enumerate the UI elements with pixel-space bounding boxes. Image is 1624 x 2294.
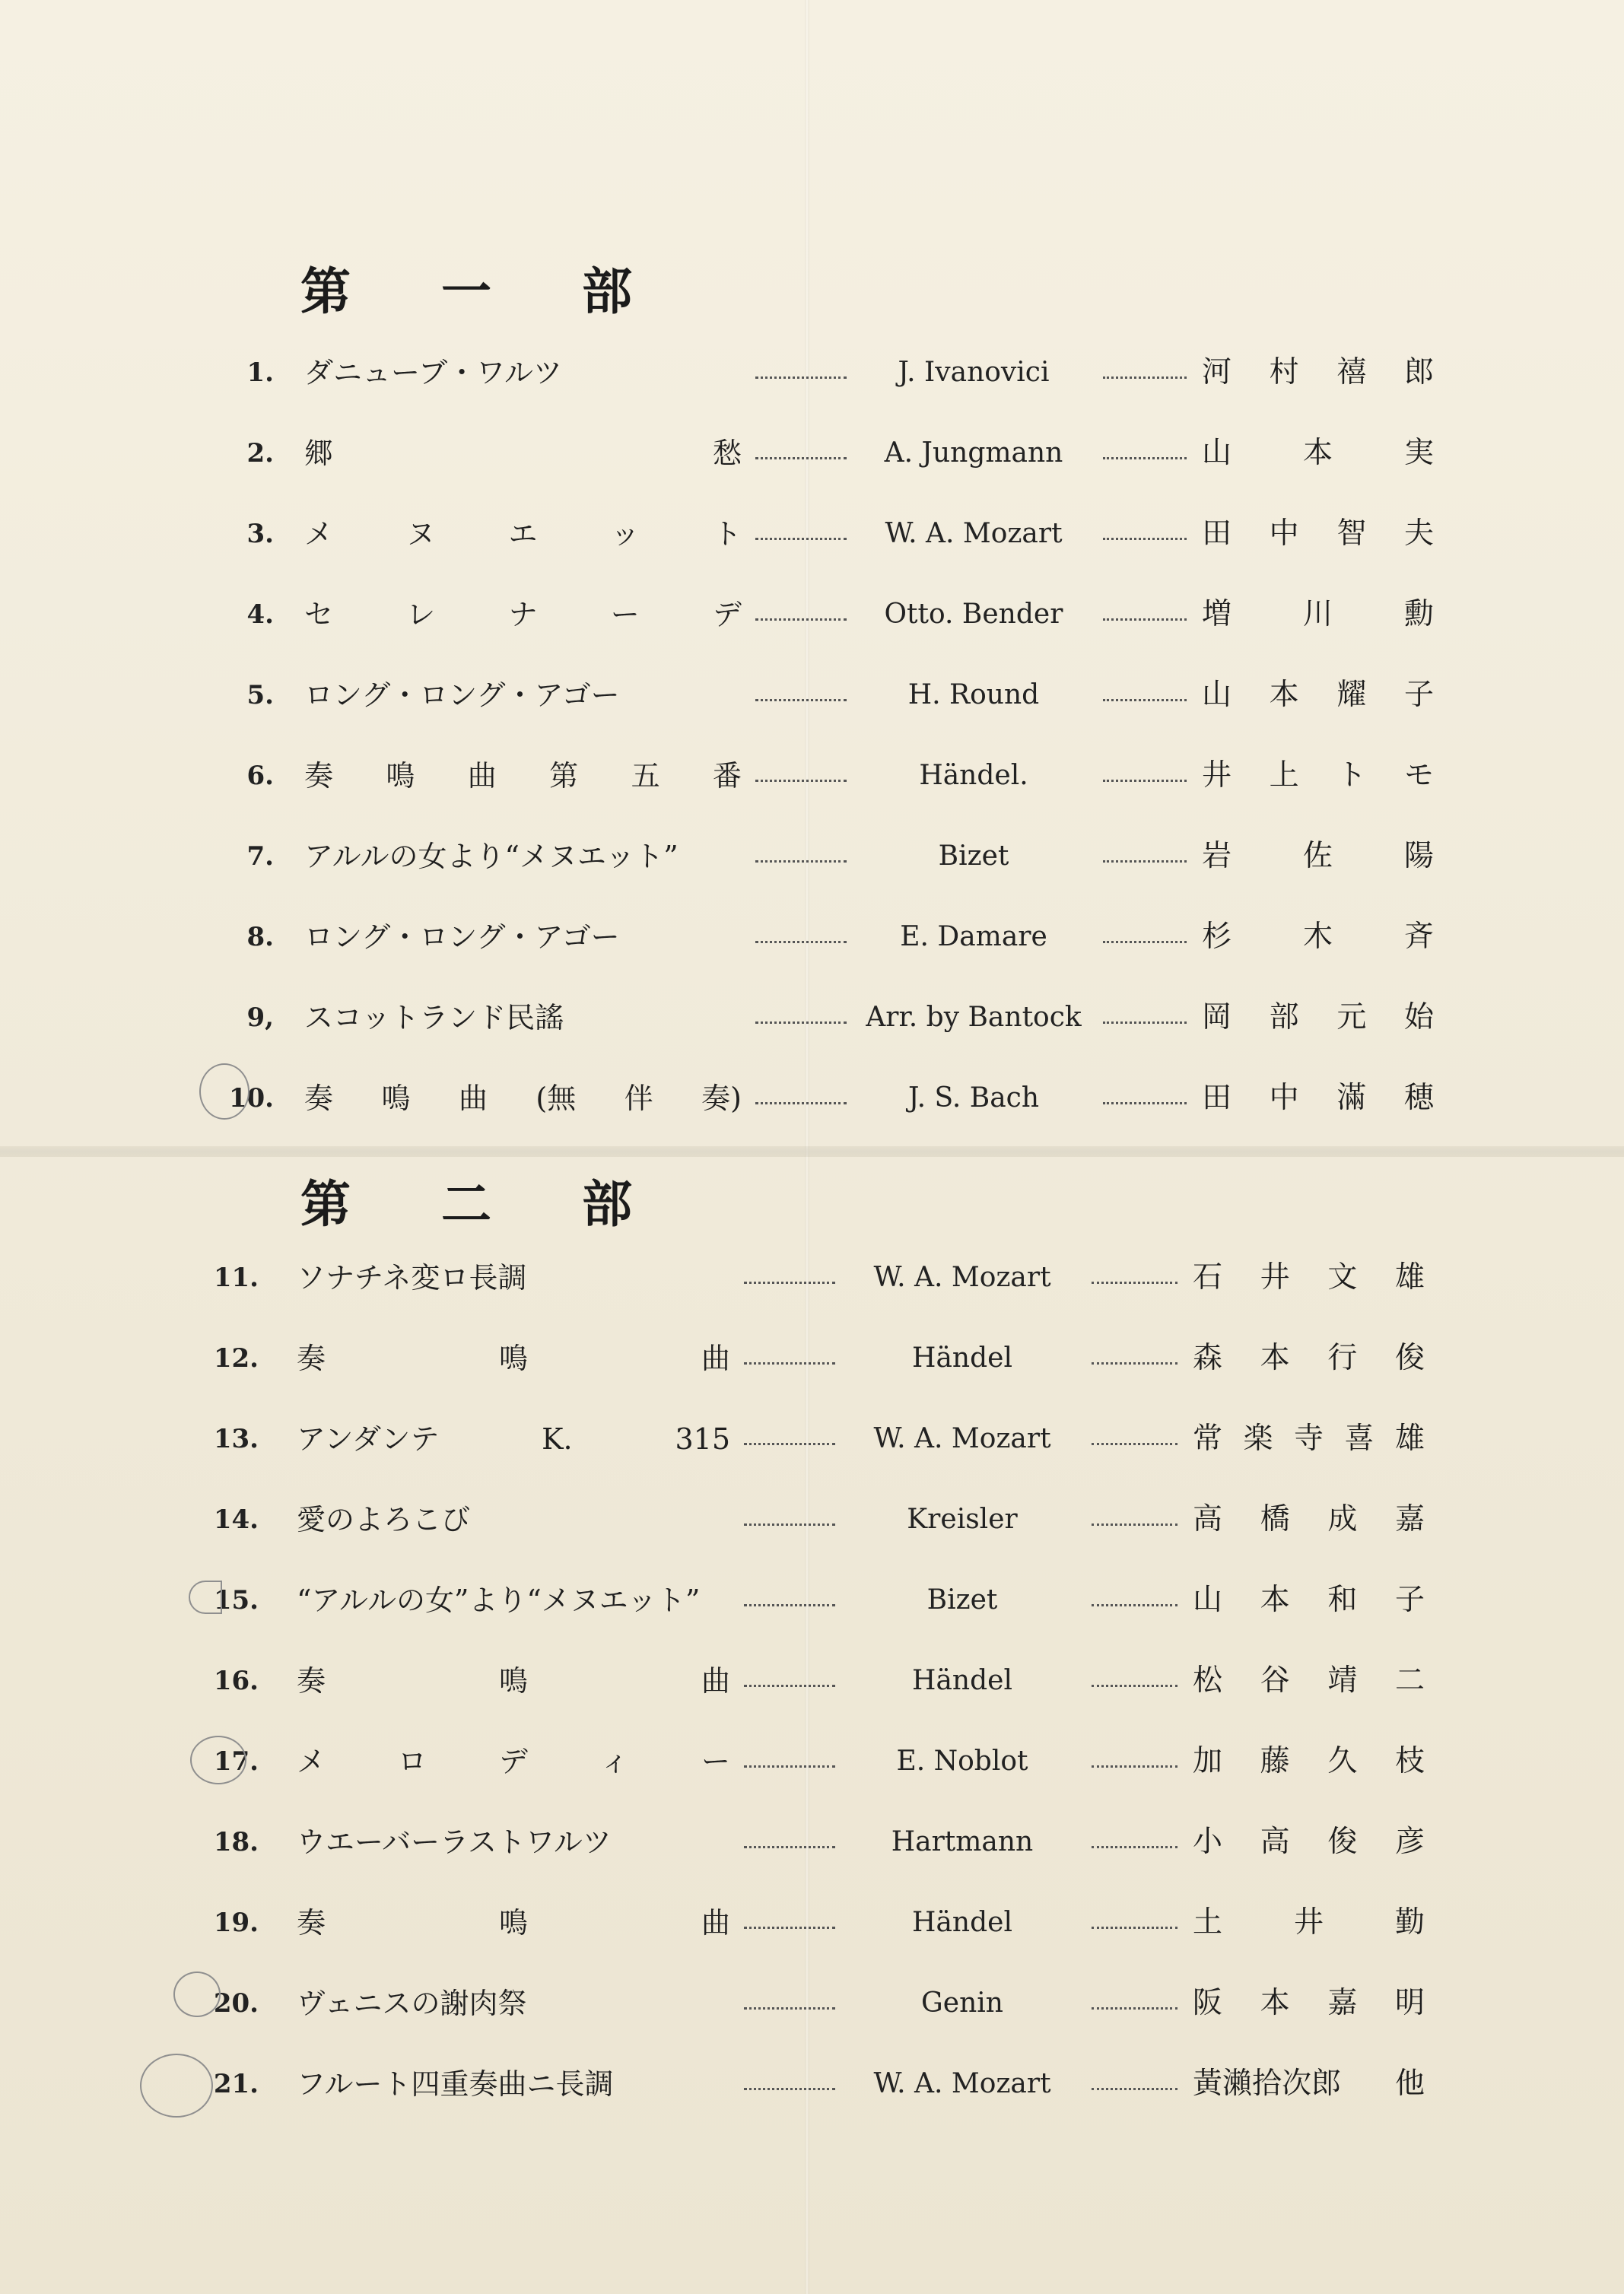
performer-name: 松 谷 靖 二 [1193, 1663, 1425, 1698]
performer-name: 田 中 滿 穂 [1202, 1081, 1434, 1115]
piece-title: 奏 鳴 曲 第 五 番 [304, 759, 742, 793]
program-row [0, 1409, 1624, 1469]
piece-title: ウエーバーラストワルツ [297, 1825, 612, 1859]
dot-leader [1092, 2007, 1177, 2011]
dot-leader [1092, 1765, 1177, 1769]
dot-leader [744, 1524, 835, 1527]
composer-name: Händel [912, 1342, 1012, 1374]
item-number: 14. [213, 1504, 259, 1535]
dot-leader [744, 1362, 835, 1366]
item-number: 17. [213, 1746, 259, 1777]
item-number: 19. [213, 1908, 259, 1938]
part-one-heading: 第 一 部 [300, 262, 669, 321]
composer-name: Händel [912, 1907, 1012, 1938]
dot-leader [755, 457, 847, 461]
dot-leader [744, 2007, 835, 2011]
dot-leader [1103, 780, 1187, 783]
program-row [0, 2054, 1624, 2114]
horizontal-fold-crease [0, 1146, 1624, 1157]
item-number: 11. [213, 1263, 259, 1293]
composer-name: E. Noblot [896, 1746, 1028, 1777]
handwritten-circle-mark [189, 1581, 222, 1614]
program-row [0, 1570, 1624, 1631]
performer-name: 井 上 ト モ [1202, 758, 1434, 793]
dot-leader [744, 1282, 835, 1285]
composer-name: Händel. [919, 760, 1028, 791]
handwritten-circle-mark [173, 1972, 221, 2017]
piece-title: スコットランド民謠 [304, 1001, 564, 1034]
item-number: 15. [213, 1585, 259, 1616]
handwritten-circle-mark [140, 2054, 213, 2118]
composer-name: W. A. Mozart [873, 2068, 1051, 2099]
dot-leader [744, 1846, 835, 1850]
dot-leader [755, 780, 847, 783]
piece-title: ダニューブ・ワルツ [304, 356, 562, 389]
dot-leader [755, 860, 847, 864]
item-number: 21. [213, 2069, 259, 2099]
composer-name: W. A. Mozart [885, 518, 1063, 549]
dot-leader [1092, 1846, 1177, 1850]
dot-leader [744, 1685, 835, 1689]
item-number: 18. [213, 1827, 259, 1857]
performer-name: 河 村 禧 郎 [1202, 355, 1434, 389]
composer-name: H. Round [907, 679, 1040, 710]
composer-name: W. A. Mozart [873, 1423, 1051, 1454]
performer-name: 高 橋 成 嘉 [1193, 1502, 1425, 1536]
dot-leader [1092, 1362, 1177, 1366]
piece-title: フルート四重奏曲ニ長調 [297, 2067, 614, 2101]
dot-leader [744, 1765, 835, 1769]
dot-leader [1092, 1282, 1177, 1285]
item-number: 2. [246, 438, 274, 469]
dot-leader [755, 618, 847, 622]
dot-leader [744, 1927, 835, 1930]
performer-name: 山 本 実 [1202, 436, 1434, 470]
composer-name: Kreisler [907, 1504, 1018, 1535]
dot-leader [1092, 1927, 1177, 1930]
piece-title: メ ヌ エ ッ ト [304, 517, 742, 551]
item-number: 5. [246, 680, 274, 710]
part-two-heading: 第 二 部 [300, 1174, 669, 1234]
dot-leader [1103, 457, 1187, 461]
program-row [0, 1812, 1624, 1873]
piece-title: ヴェニスの謝肉祭 [297, 1987, 527, 2020]
item-number: 7. [246, 841, 274, 872]
item-number: 13. [213, 1424, 259, 1454]
dot-leader [1103, 538, 1187, 542]
item-number: 10. [228, 1083, 274, 1114]
piece-title: セ レ ナ ー デ [304, 598, 742, 631]
handwritten-circle-mark [190, 1736, 246, 1784]
handwritten-circle-mark [199, 1063, 249, 1120]
dot-leader [755, 1021, 847, 1025]
item-number: 12. [213, 1343, 259, 1374]
program-row [0, 342, 1624, 403]
dot-leader [1103, 860, 1187, 864]
piece-title: アルルの女より“メヌエット” [304, 840, 679, 873]
dot-leader [755, 377, 847, 380]
composer-name: Otto. Bender [884, 599, 1063, 630]
piece-title: ロング・ロング・アゴー [304, 920, 620, 954]
performer-name: 森 本 行 俊 [1193, 1341, 1425, 1375]
performer-name: 杉 木 斉 [1202, 920, 1434, 954]
performer-name: 小 高 俊 彦 [1193, 1825, 1425, 1859]
composer-name: Arr. by Bantock [866, 1002, 1082, 1033]
piece-title: “アルルの女”より“メヌエット” [297, 1584, 701, 1617]
dot-leader [755, 699, 847, 703]
program-row [0, 1247, 1624, 1308]
item-number: 1. [246, 357, 274, 388]
program-row [0, 1651, 1624, 1711]
performer-name: 黃瀨拾次郎 他 [1193, 2067, 1425, 2101]
program-row [0, 504, 1624, 564]
program-row [0, 1489, 1624, 1550]
program-row [0, 987, 1624, 1048]
composer-name: Bizet [926, 1584, 998, 1616]
composer-name: Genin [921, 1987, 1003, 2019]
performer-name: 阪 本 嘉 明 [1193, 1986, 1425, 2020]
piece-title: アンダンテ K. 315 [297, 1422, 730, 1456]
dot-leader [744, 1604, 835, 1608]
dot-leader [1103, 377, 1187, 380]
item-number: 8. [246, 922, 274, 952]
performer-name: 加 藤 久 枝 [1193, 1744, 1425, 1778]
composer-name: J. S. Bach [907, 1082, 1040, 1114]
dot-leader [1092, 1443, 1177, 1447]
piece-title: メ ロ デ ィ ー [297, 1745, 730, 1778]
piece-title: ソナチネ変ロ長調 [297, 1261, 527, 1295]
performer-name: 土 井 勤 [1193, 1905, 1425, 1940]
program-row [0, 1328, 1624, 1389]
piece-title: 奏 鳴 曲 (無 伴 奏) [304, 1082, 742, 1115]
dot-leader [1103, 941, 1187, 945]
dot-leader [755, 1102, 847, 1106]
composer-name: Hartmann [891, 1826, 1034, 1857]
program-row [0, 423, 1624, 484]
performer-name: 岡 部 元 始 [1202, 1000, 1434, 1034]
piece-title: 奏 鳴 曲 [297, 1342, 730, 1375]
piece-title: 奏 鳴 曲 [297, 1664, 730, 1698]
composer-name: E. Damare [900, 921, 1047, 952]
performer-name: 岩 佐 陽 [1202, 839, 1434, 873]
composer-name: A. Jungmann [884, 437, 1063, 469]
dot-leader [1103, 1102, 1187, 1106]
dot-leader [755, 941, 847, 945]
dot-leader [1092, 1524, 1177, 1527]
program-row [0, 584, 1624, 645]
piece-title: 奏 鳴 曲 [297, 1906, 730, 1940]
performer-name: 山 本 和 子 [1193, 1583, 1425, 1617]
composer-name: J. Ivanovici [898, 357, 1050, 388]
item-number: 4. [246, 599, 274, 630]
composer-name: W. A. Mozart [873, 1262, 1051, 1293]
program-row [0, 665, 1624, 726]
performer-name: 常 楽 寺 喜 雄 [1193, 1422, 1425, 1456]
dot-leader [1092, 2088, 1177, 2092]
composer-name: Bizet [938, 840, 1009, 872]
composer-name: Händel [912, 1665, 1012, 1696]
dot-leader [1103, 1021, 1187, 1025]
program-row [0, 826, 1624, 887]
performer-name: 田 中 智 夫 [1202, 516, 1434, 551]
item-number: 9, [246, 1002, 274, 1033]
piece-title: 郷 愁 [304, 437, 742, 470]
item-number: 20. [213, 1988, 259, 2019]
program-row [0, 745, 1624, 806]
dot-leader [1103, 699, 1187, 703]
dot-leader [755, 538, 847, 542]
piece-title: ロング・ロング・アゴー [304, 678, 620, 712]
item-number: 3. [246, 519, 274, 549]
program-row [0, 1892, 1624, 1953]
program-row [0, 1973, 1624, 2034]
performer-name: 山 本 耀 子 [1202, 678, 1434, 712]
dot-leader [1103, 618, 1187, 622]
piece-title: 愛のよろこび [297, 1503, 471, 1536]
dot-leader [1092, 1685, 1177, 1689]
dot-leader [1092, 1604, 1177, 1608]
performer-name: 増 川 勳 [1202, 597, 1434, 631]
dot-leader [744, 2088, 835, 2092]
item-number: 6. [246, 761, 274, 791]
program-row [0, 907, 1624, 967]
performer-name: 石 井 文 雄 [1193, 1260, 1425, 1295]
dot-leader [744, 1443, 835, 1447]
item-number: 16. [213, 1666, 259, 1696]
